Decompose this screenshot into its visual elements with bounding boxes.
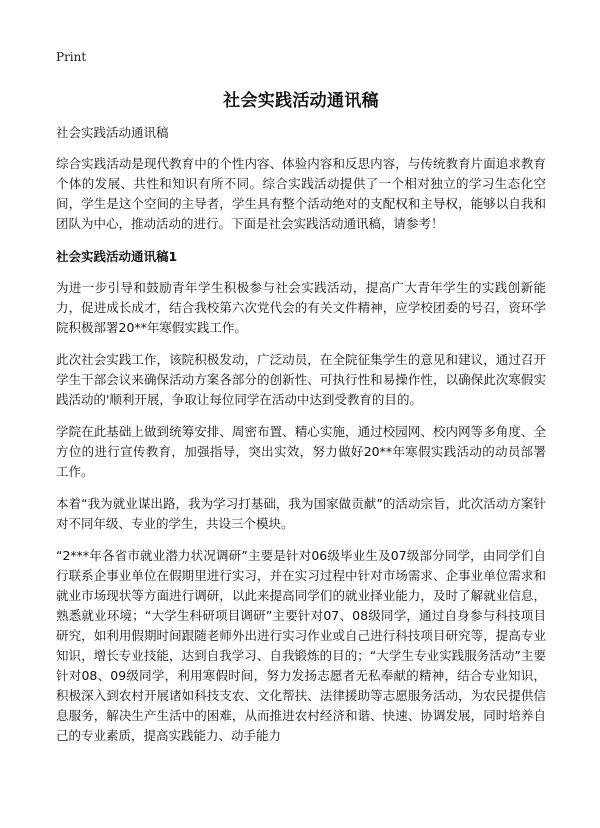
print-link[interactable]: Print — [56, 50, 87, 64]
body-paragraph-5: “2***年各省市就业潜力状况调研”主要是针对06级毕业生及07级部分同学，由同学们自行联系企事业单位在假期里进行实习，并在实习过程中针对市场需求、企事业单位需求和就业市场现状等方面进行调研，以此来提高同学们的就业择业能力，及时了解就业信息，熟悉就业环境；“大学生科研项目调研”主要针对07、08级同学，通过自身参与科技项目研究，如利用假期时间跟随老师外出进行实习作业或自己进行科技项目研究等，提高专业知识，增长专业技能，达到自我学习、自我锻炼的目的；“大学生专业实践服务活动”主要针对08、09级同学，利用寒假时间，努力发扬志愿者无私奉献的精神，结合专业知识，积极深入到农村开展诸如科技支农、文化帮扶、法律援助等志愿服务活动，为农民提供信息服务，解决生产生活中的困难，从而推进农村经济和谐、快速、协调发展，同时培养自己的专业素质，提高实践能力、动手能力 — [56, 548, 546, 743]
page-title: 社会实践活动通讯稿 — [223, 91, 379, 111]
body-paragraph-3: 学院在此基础上做到统筹安排、周密布置、精心实施，通过校园网、校内网等多角度、全方位的进行宣传教育，加强指导，突出实效，努力做好20**年寒假实践活动的动员部署工作。 — [56, 424, 546, 479]
body-paragraph-4: 本着“我为就业谋出路，我为学习打基础，我为国家做贡献”的活动宗旨，此次活动方案针对不同年级、专业的学生，共设三个模块。 — [56, 496, 546, 531]
document-page — [56, 46, 546, 746]
section-heading: 社会实践活动通讯稿1 — [56, 249, 178, 264]
body-paragraph-1: 为进一步引导和鼓励青年学生积极参与社会实践活动，提高广大青年学生的实践创新能力，促进成长成才，结合我校第六次党代会的有关文件精神，应学校团委的号召，资环学院积极部署20**年寒假实践工作。 — [56, 280, 546, 335]
intro-paragraph: 综合实践活动是现代教育中的个性内容、体验内容和反思内容，与传统教育片面追求教育个体的发展、共性和知识有所不同。综合实践活动提供了一个相对独立的学习生态化空间，学生是这个空间的主导者，学生具有整个活动绝对的支配权和主导权，能够以自我和团队为中心，推动活动的进行。下面是社会实践活动通讯稿，请参考！ — [56, 156, 546, 231]
body-paragraph-2: 此次社会实践工作，该院积极发动，广泛动员，在全院征集学生的意见和建议，通过召开学生干部会议来确保活动方案各部分的创新性、可执行性和易操作性，以确保此次寒假实践活动的'顺利开展，争取让每位同学在活动中达到受教育的目的。 — [56, 352, 546, 407]
document-subtitle: 社会实践活动通讯稿 — [56, 125, 169, 140]
